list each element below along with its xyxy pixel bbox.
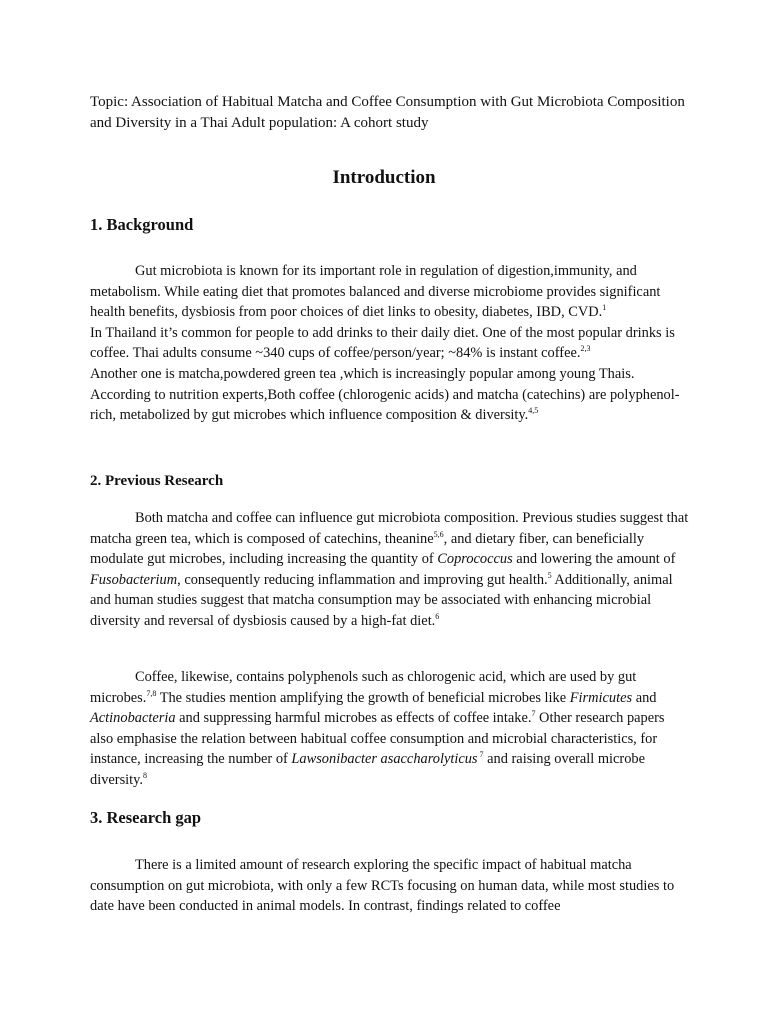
text-run: and raising overall microbe diversity. (90, 751, 645, 788)
species-name: Firmicutes (569, 689, 633, 706)
text-run: Both matcha and coffee can influence gut microbiota composition. Previous studies suggest that matcha green tea, which is composed of catechins, theanine (90, 510, 689, 547)
text-run: Additionally, animal and human studies suggest that matcha consumption may be associated with enhancing microbial diversity and reversal of dysbiosis caused by a high-fat diet. (90, 571, 673, 629)
previous-research-paragraph-matcha (90, 508, 690, 632)
section-heading-research-gap: 3. Research gap (90, 808, 202, 827)
page-title: Introduction (332, 167, 436, 188)
text-run: , consequently reducing inflammation and improving gut health. (177, 571, 548, 588)
background-text-2: In Thailand it’s common for people to add drinks to their daily diet. One of the most popular drinks is coffee. Thai adults consume ~340 cups of coffee/person/year; ~84% is instant coffee. (90, 324, 675, 362)
text-run: and suppressing harmful microbes as effects of coffee intake. (175, 710, 532, 727)
citation-ref: 5 (547, 570, 552, 580)
species-name: Coprococcus (437, 551, 513, 568)
citation-ref: 1 (602, 303, 607, 313)
citation-ref: 2,3 (580, 344, 591, 354)
citation-ref: 7,8 (146, 688, 157, 698)
species-name: Fusobacterium (90, 571, 178, 588)
text-run: and (632, 689, 657, 706)
citation-ref: 4,5 (528, 406, 539, 416)
text-run: Coffee, likewise, contains polyphenols such as chlorogenic acid, which are used by gut microbes. (90, 669, 637, 706)
text-run: , and dietary fiber, can beneficially modulate gut microbes, including increasing the quantity of (90, 530, 645, 568)
text-run: Other research papers also emphasise the relation between habitual coffee consumption and microbial characteristics, for instance, increasing the number of (90, 710, 665, 768)
previous-research-paragraph-coffee (90, 667, 690, 791)
section-heading-previous-research: 2. Previous Research (90, 473, 224, 489)
citation-ref: 7 (477, 750, 484, 760)
citation-ref: 7 (531, 709, 536, 719)
text-run: The studies mention amplifying the growth of beneficial microbes like (156, 689, 570, 706)
background-text-1: Gut microbiota is known for its important role in regulation of digestion,immunity, and metabolism. While eating diet that promotes balanced and diverse microbiome provides significant health benefits, dysbiosis from poor choices of diet links to obesity, diabetes, IBD, CVD. (90, 263, 661, 321)
background-paragraph (90, 261, 690, 426)
text-run: and lowering the amount of (512, 551, 676, 568)
research-gap-paragraph (90, 855, 690, 917)
text-run: There is a limited amount of research exploring the specific impact of habitual matcha consumption on gut microbiota, with only a few RCTs focusing on human data, while most studies to date have been conducted in animal models. In contrast, findings related to coffee (90, 857, 675, 915)
citation-ref: 5,6 (433, 529, 444, 539)
citation-ref: 6 (435, 612, 440, 622)
topic-line: Topic: Association of Habitual Matcha and Coffee Consumption with Gut Microbiota Composition and Diversity in a Thai Adult population: A cohort study (90, 94, 685, 131)
background-text-3: Another one is matcha,powdered green tea ,which is increasingly popular among young Thais. According to nutrition experts,Both coffee (chlorogenic acids) and matcha (catechins) are polyphenol-rich, metabolized by gut microbes which influence composition & diversity. (90, 365, 680, 424)
citation-ref: 8 (143, 771, 148, 781)
species-name: Lawsonibacter asaccharolyticus (291, 751, 478, 768)
species-name: Actinobacteria (90, 710, 176, 727)
section-heading-background: 1. Background (90, 215, 194, 234)
